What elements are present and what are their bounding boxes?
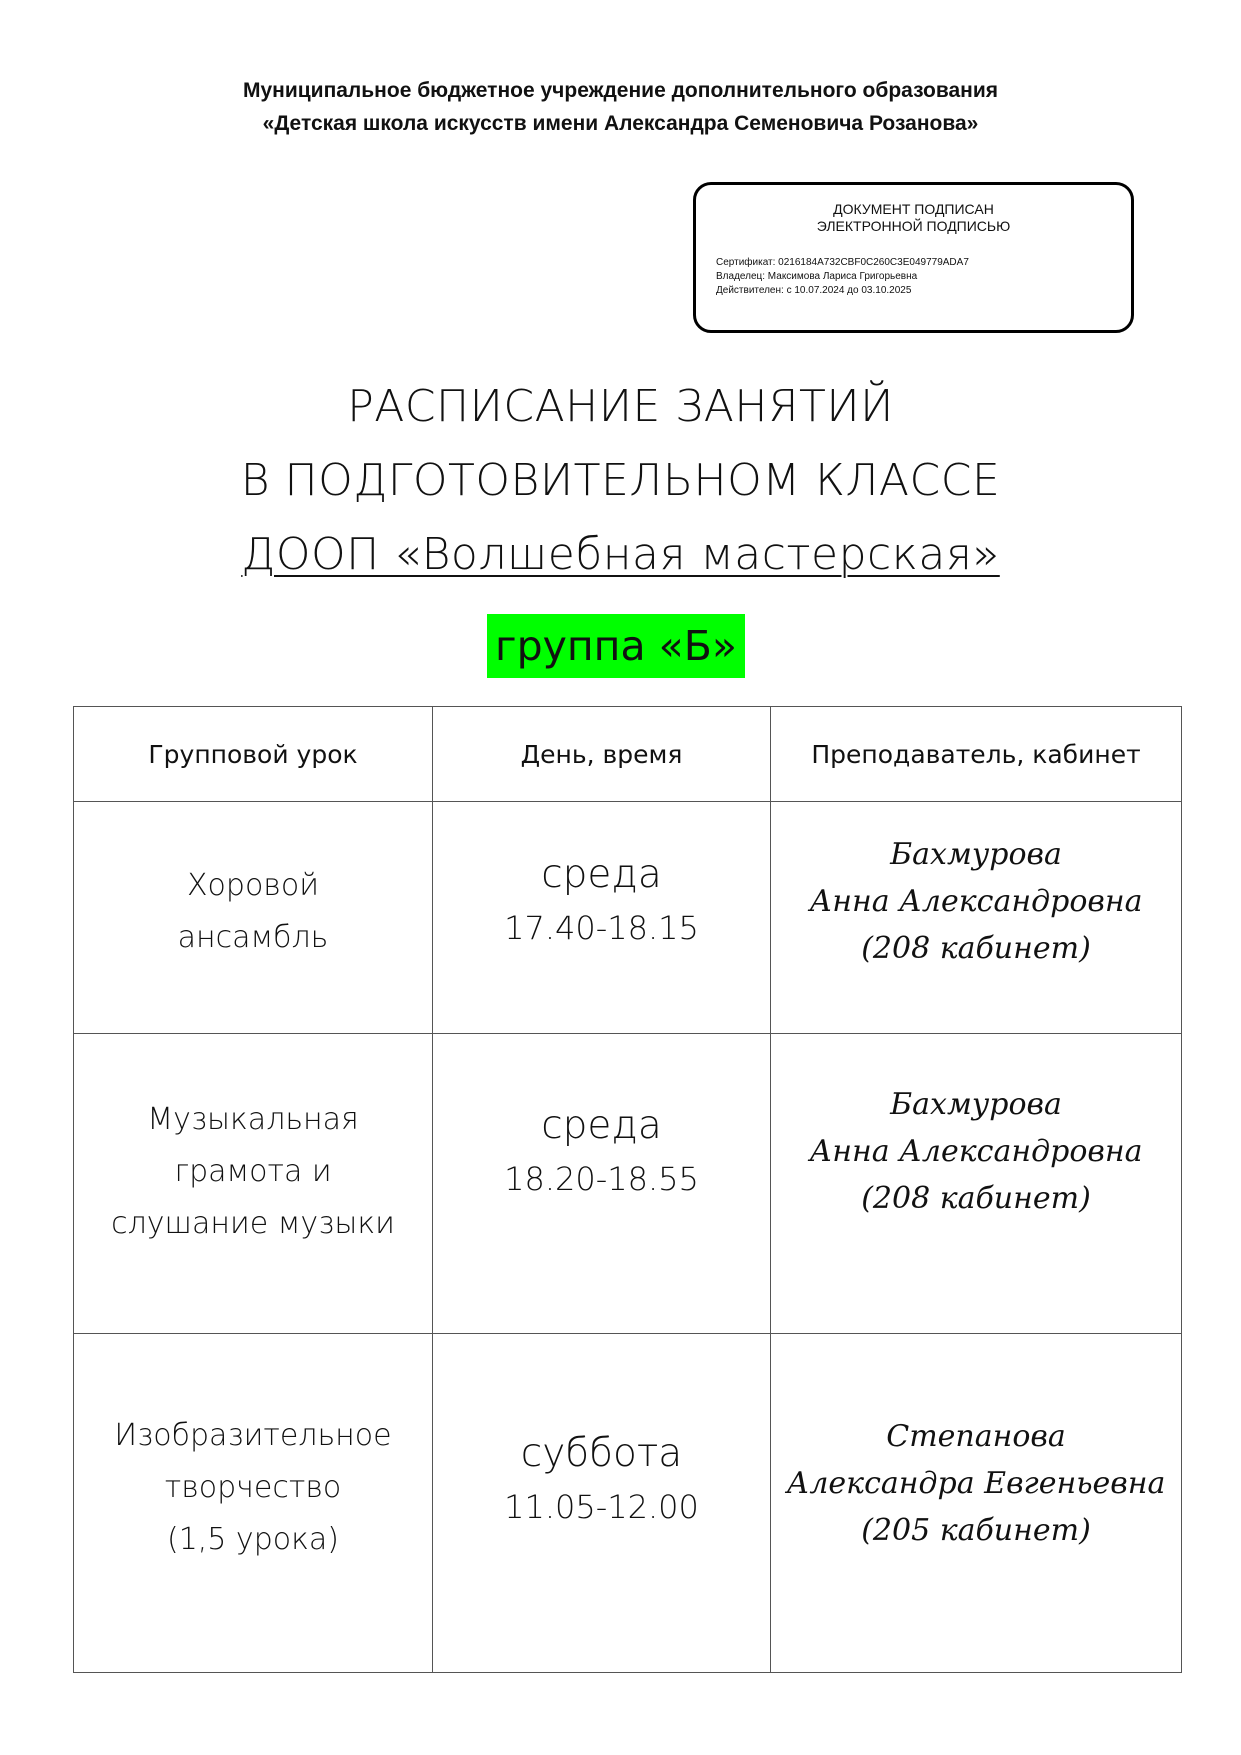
signature-owner: Владелец: Максимова Лариса Григорьевна bbox=[716, 271, 918, 282]
lesson-name bbox=[74, 1094, 432, 1250]
teacher-info bbox=[771, 1413, 1181, 1554]
teacher-info bbox=[771, 1081, 1181, 1222]
group-label: группа «Б» bbox=[487, 614, 745, 678]
signature-line-1: ДОКУМЕНТ ПОДПИСАН bbox=[833, 201, 994, 217]
table-row bbox=[74, 1034, 1182, 1334]
teacher-room: (208 кабинет) bbox=[861, 931, 1091, 966]
teacher-name: Анна Александровна bbox=[809, 1134, 1143, 1169]
e-signature-stamp bbox=[693, 182, 1134, 333]
lesson-cell bbox=[74, 1034, 433, 1334]
teacher-room: (208 кабинет) bbox=[861, 1181, 1091, 1216]
lesson-name bbox=[74, 1410, 432, 1566]
lesson-name-line: ансамбль bbox=[177, 919, 329, 955]
teacher-surname: Бахмурова bbox=[890, 837, 1062, 872]
lesson-name-line: (1,5 урока) bbox=[166, 1522, 339, 1557]
lesson-name-line: Хоровой bbox=[187, 867, 319, 903]
lesson-name-line: слушание музыки bbox=[111, 1205, 395, 1241]
title-line-2: В ПОДГОТОВИТЕЛЬНОМ КЛАССЕ bbox=[240, 455, 1001, 506]
header-day-time: День, время bbox=[433, 707, 771, 802]
lesson-cell bbox=[74, 1334, 433, 1673]
title-line-1: РАСПИСАНИЕ ЗАНЯТИЙ bbox=[347, 381, 894, 432]
signature-title bbox=[696, 201, 1131, 235]
teacher-name: Александра Евгеньевна bbox=[786, 1465, 1166, 1501]
organization-header bbox=[0, 74, 1241, 140]
teacher-cell bbox=[771, 1034, 1182, 1334]
lesson-cell bbox=[74, 802, 433, 1034]
lesson-name-line: Изобразительное bbox=[114, 1418, 392, 1453]
lesson-name bbox=[74, 860, 432, 964]
document-title bbox=[0, 370, 1241, 592]
lesson-time: 18.20-18.55 bbox=[504, 1159, 699, 1198]
lesson-time: 17.40-18.15 bbox=[504, 908, 699, 947]
signature-validity: Действителен: с 10.07.2024 до 03.10.2025 bbox=[716, 285, 912, 296]
signature-line-2: ЭЛЕКТРОННОЙ ПОДПИСЬЮ bbox=[816, 218, 1011, 234]
teacher-cell bbox=[771, 1334, 1182, 1673]
teacher-surname: Бахмурова bbox=[890, 1087, 1062, 1122]
teacher-surname: Степанова bbox=[886, 1418, 1066, 1454]
lesson-day: среда bbox=[541, 851, 662, 897]
teacher-name: Анна Александровна bbox=[809, 884, 1143, 919]
teacher-cell bbox=[771, 802, 1182, 1034]
table-row bbox=[74, 802, 1182, 1034]
table-header-row bbox=[74, 707, 1182, 802]
signature-certificate: Сертификат: 0216184A732CBF0C260C3E049779ADA7 bbox=[716, 257, 969, 268]
day-time-cell bbox=[433, 1334, 771, 1673]
lesson-name-line: Музыкальная bbox=[147, 1101, 359, 1137]
signature-details bbox=[716, 256, 1131, 298]
table-row bbox=[74, 1334, 1182, 1673]
header-lesson: Групповой урок bbox=[74, 707, 433, 802]
lesson-day: среда bbox=[541, 1102, 662, 1148]
lesson-time: 11.05-12.00 bbox=[504, 1488, 699, 1526]
day-time-cell bbox=[433, 802, 771, 1034]
org-line-2: «Детская школа искусств имени Александра Семеновича Розанова» bbox=[262, 112, 979, 135]
lesson-name-line: творчество bbox=[164, 1470, 342, 1505]
teacher-room: (205 кабинет) bbox=[861, 1512, 1091, 1548]
org-line-1: Муниципальное бюджетное учреждение дополнительного образования bbox=[242, 79, 998, 102]
lesson-name-line: грамота и bbox=[174, 1153, 332, 1189]
day-time-cell bbox=[433, 1034, 771, 1334]
program-name: ДООП «Волшебная мастерская» bbox=[241, 529, 1000, 580]
teacher-info bbox=[771, 831, 1181, 972]
schedule-table bbox=[73, 706, 1182, 1673]
lesson-day: суббота bbox=[520, 1431, 683, 1476]
header-teacher-room: Преподаватель, кабинет bbox=[771, 707, 1182, 802]
